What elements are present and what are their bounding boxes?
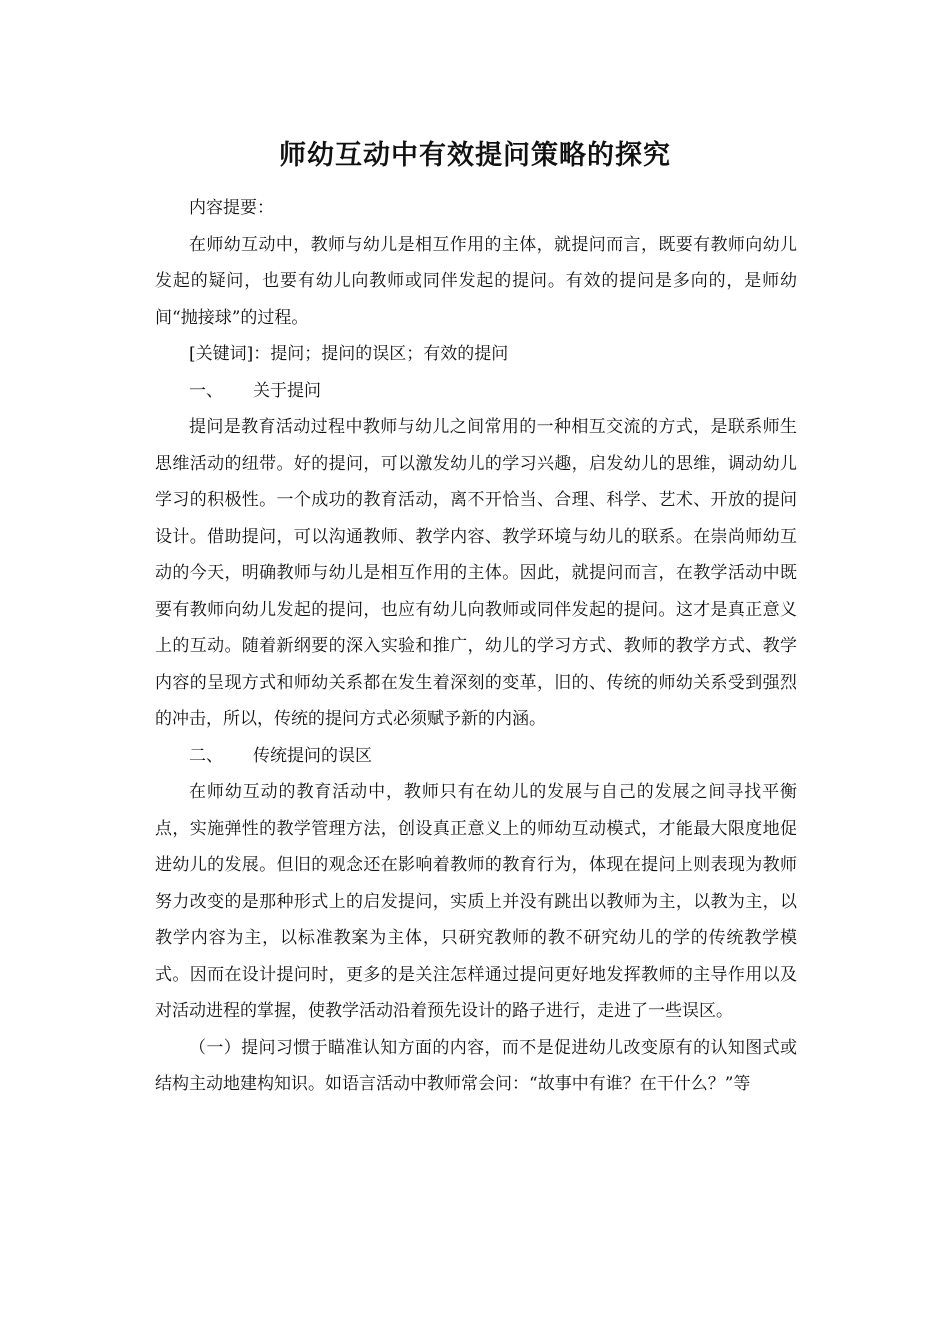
section-1-paragraph: 提问是教育活动过程中教师与幼儿之间常用的一种相互交流的方式，是联系师生思维活动的纽带。好的提问，可以激发幼儿的学习兴趣，启发幼儿的思维，调动幼儿学习的积极性。一个成功的教育活动，离不开恰当、合理、科学、艺术、开放的提问设计。借助提问，可以沟通教师、教学内容、教学环境与幼儿的联系。在崇尚师幼互动的今天，明确教师与幼儿是相互作用的主体。因此，就提问而言，在教学活动中既要有教师向幼儿发起的提问，也应有幼儿向教师或同伴发起的提问。这才是真正意义上的互动。随着新纲要的深入实验和推广，幼儿的学习方式、教师的教学方式、教学内容的呈现方式和师幼关系都在发生着深刻的变革，旧的、传统的师幼关系受到强烈的冲击，所以，传统的提问方式必须赋予新的内涵。 xyxy=(155,417,797,729)
section-heading-text: 传统提问的误区 xyxy=(253,745,372,766)
section-heading-text: 关于提问 xyxy=(253,380,321,401)
keywords-line: [关键词]：提问；提问的误区；有效的提问 xyxy=(189,344,509,364)
section-number: 二、 xyxy=(189,745,223,766)
abstract-label: 内容提要： xyxy=(189,198,274,218)
section-2-paragraph: 在师幼互动的教育活动中，教师只有在幼儿的发展与自己的发展之间寻找平衡点，实施弹性的教学管理方法，创设真正意义上的师幼互动模式，才能最大限度地促进幼儿的发展。但旧的观念还在影响着教师的教育行为，体现在提问上则表现为教师努力改变的是那种形式上的启发提问，实质上并没有跳出以教师为主，以教为主，以教学内容为主，以标准教案为主体，只研究教师的教不研究幼儿的学的传统教学模式。因而在设计提问时，更多的是关注怎样通过提问更好地发挥教师的主导作用以及对活动进程的掌握，使教学活动沿着预先设计的路子进行，走进了一些误区。 xyxy=(155,782,797,1021)
section-number: 一、 xyxy=(189,380,223,401)
document-body xyxy=(155,190,797,1103)
section-heading-1 xyxy=(155,373,797,410)
document-title: 师幼互动中有效提问策略的探究 xyxy=(279,140,671,171)
abstract-paragraph: 在师幼互动中，教师与幼儿是相互作用的主体，就提问而言，既要有教师向幼儿发起的疑问，也要有幼儿向教师或同伴发起的提问。有效的提问是多向的，是师幼间“抛接球”的过程。 xyxy=(155,234,797,328)
subsection-1-paragraph: （一）提问习惯于瞄准认知方面的内容，而不是促进幼儿改变原有的认知图式或结构主动地建构知识。如语言活动中教师常会问：“故事中有谁？在干什么？”等 xyxy=(155,1037,797,1094)
section-heading-2 xyxy=(155,738,797,775)
